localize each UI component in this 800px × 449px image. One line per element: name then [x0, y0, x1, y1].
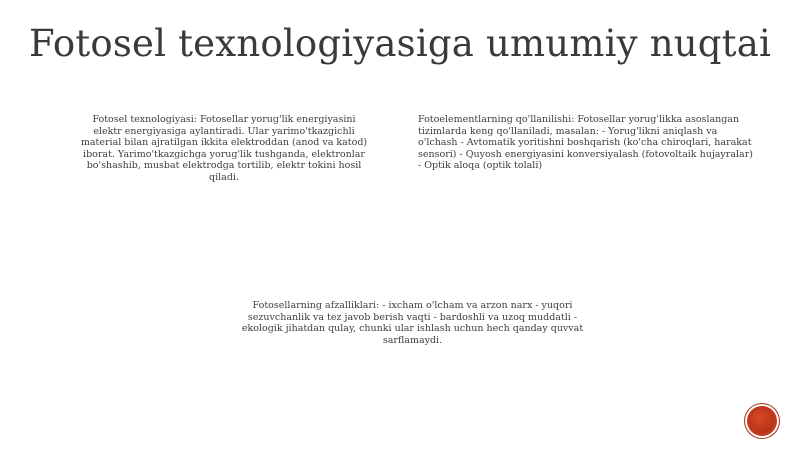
text-block-applications: Fotoelementlarning qo'llanilishi: Fotosellar yorug'likka asoslangan tizimlarda keng qo'llaniladi, masalan: - Yorug'likni aniqlash va o'lchash - Avtomatik yoritishni boshqarish (ko'cha chiroqlari, harakat sensori) - Quyosh energiyasini konversiyalash (fotovoltaik hujayralar) - Optik aloqa (optik tolali)	[418, 114, 753, 171]
next-slide-button[interactable]	[747, 406, 777, 436]
text-block-technology: Fotosel texnologiyasi: Fotosellar yorug'lik energiyasini elektr energiyasiga aylantiradi. Ular yarimo'tkazgichli material bilan ajratilgan ikkita elektroddan (anod va katod) iborat. Yarimo'tkazgichga yorug'lik tushganda, elektronlar bo'shashib, musbat elektrodga tortilib, elektr tokini hosil qiladi.	[80, 114, 368, 183]
text-block-advantages: Fotosellarning afzalliklari: - ixcham o'lcham va arzon narx - yuqori sezuvchanlik va tez javob berish vaqti - bardoshli va uzoq muddatli - ekologik jihatdan qulay, chunki ular ishlash uchun hech qanday quvvat sarflamaydi.	[241, 300, 584, 346]
slide-title: Fotosel texnologiyasiga umumiy nuqtai	[28, 22, 772, 65]
